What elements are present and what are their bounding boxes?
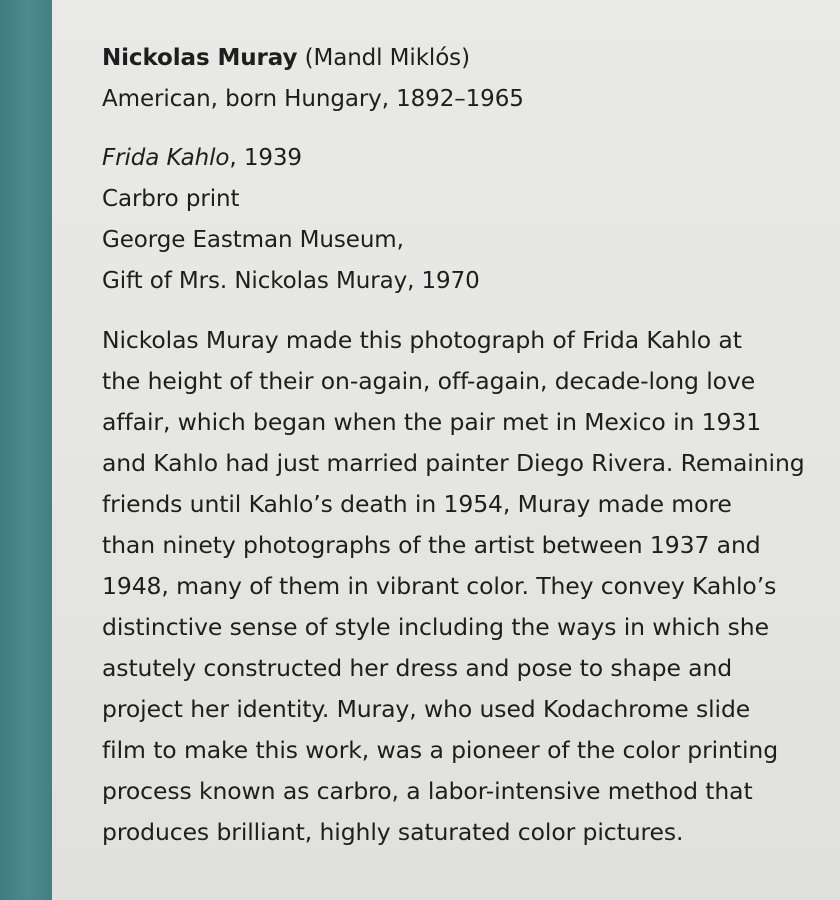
artist-block — [102, 38, 822, 120]
artist-name-line — [102, 38, 822, 79]
artwork-year: , 1939 — [229, 145, 302, 171]
description-line: friends until Kahlo’s death in 1954, Muray made more — [102, 490, 732, 518]
description-block — [102, 320, 822, 853]
description-line: distinctive sense of style including the ways in which she — [102, 613, 769, 641]
spacer — [102, 302, 822, 320]
description-line: project her identity. Muray, who used Kodachrome slide — [102, 695, 751, 723]
teal-wall-stripe — [0, 0, 52, 900]
label-text — [102, 38, 822, 853]
artwork-title: Frida Kahlo — [102, 145, 230, 171]
description-line: Nickolas Muray made this photograph of Frida Kahlo at — [102, 326, 742, 354]
description-line: the height of their on-again, off-again, decade-long love — [102, 367, 756, 395]
description-line: affair, which began when the pair met in Mexico in 1931 — [102, 408, 762, 436]
spacer — [102, 120, 822, 138]
description-line: process known as carbro, a labor-intensive method that — [102, 777, 753, 805]
artwork-title-line — [102, 138, 822, 179]
description-line: film to make this work, was a pioneer of the color printing — [102, 736, 779, 764]
description-line: and Kahlo had just married painter Diego Rivera. Remaining — [102, 449, 805, 477]
artwork-credit: Gift of Mrs. Nickolas Muray, 1970 — [102, 268, 480, 294]
description-line: produces brilliant, highly saturated color pictures. — [102, 818, 684, 846]
description-line: than ninety photographs of the artist between 1937 and — [102, 531, 761, 559]
artwork-collection: George Eastman Museum, — [102, 227, 404, 253]
artist-name: Nickolas Muray — [102, 45, 298, 71]
artwork-medium: Carbro print — [102, 186, 240, 212]
description-line: astutely constructed her dress and pose to shape and — [102, 654, 733, 682]
description-line: 1948, many of them in vibrant color. They convey Kahlo’s — [102, 572, 777, 600]
artwork-block — [102, 138, 822, 302]
artist-native-name: (Mandl Miklós) — [304, 45, 470, 71]
artist-bio: American, born Hungary, 1892–1965 — [102, 86, 524, 112]
